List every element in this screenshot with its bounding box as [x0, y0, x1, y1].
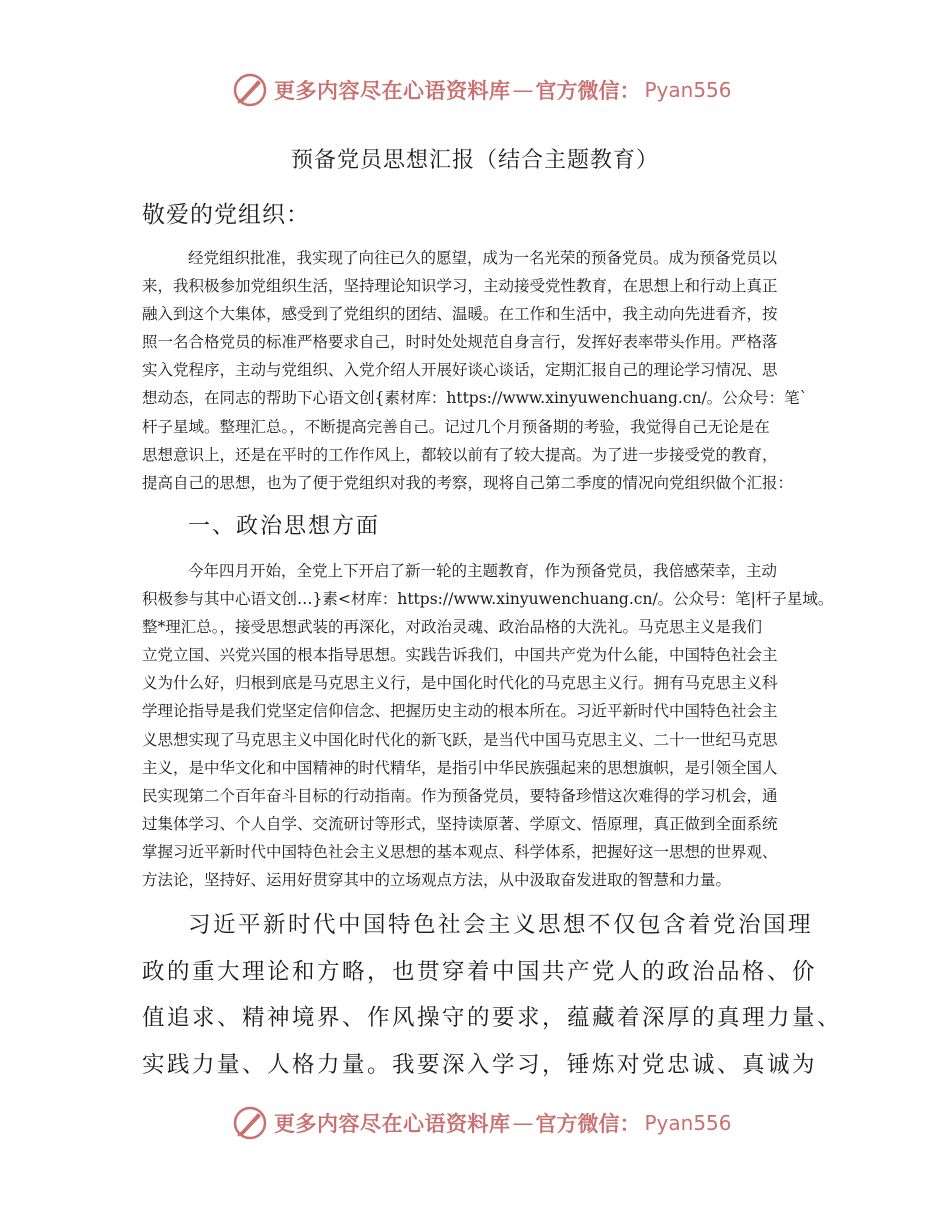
quill-logo-icon — [232, 1105, 268, 1141]
text-line: 主义，是中华文化和中国精神的时代精华，是指引中华民族强起来的思想旗帜，是引领全国人 — [142, 758, 778, 777]
text-line: 立党立国、兴党兴国的根本指导思想。实践告诉我们，中国共产党为什么能，中国特色社会主 — [142, 646, 778, 665]
text-line: 想动态，在同志的帮助下心语文创{素材库：https://www.xinyuwenchuang.cn/。公众号：笔` — [142, 389, 808, 408]
banner-text: 更多内容尽在心语资料库 — [274, 79, 511, 103]
banner-wechat-label: 官方微信： — [535, 79, 641, 103]
text-line: 融入到这个大集体，感受到了党组织的团结、温暖。在工作和生活中，我主动向先进看齐，按 — [142, 305, 778, 324]
banner-wechat-id: Pyan556 — [644, 1111, 732, 1135]
salutation: 敬爱的党组织： — [142, 202, 310, 228]
document-title: 预备党员思想汇报（结合主题教育） — [290, 148, 659, 173]
text-line: 实入党程序，主动与党组织、入党介绍人开展好谈心谈话，定期汇报自己的理论学习情况、思 — [142, 361, 778, 380]
paragraph-large — [142, 902, 843, 1088]
text-line: 提高自己的思想，也为了便于党组织对我的考察，现将自己第二季度的情况向党组织做个汇报： — [142, 473, 794, 492]
banner-text: 更多内容尽在心语资料库 — [274, 1112, 511, 1136]
section-heading: 一、政治思想方面 — [188, 514, 381, 539]
text-line: 今年四月开始，全党上下开启了新一轮的主题教育，作为预备党员，我倍感荣幸，主动 — [188, 562, 778, 580]
text-line: 整*理汇总。，接受思想武装的再深化，对政治灵魂、政治品格的大洗礼。马克思主义是我们 — [142, 618, 763, 637]
text-line: 方法论，坚持好、运用好贯穿其中的立场观点方法，从中汲取奋发进取的智慧和力量。 — [142, 871, 732, 890]
paragraph-intro — [142, 244, 822, 497]
banner-wechat-id: Pyan556 — [644, 78, 732, 102]
text-line: 积极参与其中心语文创…}素<材库：https://www.xinyuwenchuang.cn/。公众号：笔|杆子星域。 — [142, 590, 834, 609]
text-line: 经党组织批准，我实现了向往已久的愿望，成为一名光荣的预备党员。成为预备党员以 — [188, 249, 778, 267]
text-line: 民实现第二个百年奋斗目标的行动指南。作为预备党员，要特备珍惜这次难得的学习机会，通 — [142, 786, 778, 805]
text-line: 来，我积极参加党组织生活，坚持理论知识学习，主动接受党性教育，在思想上和行动上真正 — [142, 277, 778, 296]
text-line: 照一名合格党员的标准严格要求自己，时时处处规范自身言行，发挥好表率带头作用。严格落 — [142, 333, 778, 352]
footer-banner — [232, 1103, 732, 1143]
text-line: 义思想实现了马克思主义中国化时代化的新飞跃，是当代中国马克思主义、二十一世纪马克思 — [142, 730, 778, 749]
text-line: 掌握习近平新时代中国特色社会主义思想的基本观点、科学体系，把握好这一思想的世界观、 — [142, 842, 778, 861]
header-banner — [232, 70, 732, 110]
text-line: 值追求、精神境界、作风操守的要求，蕴藏着深厚的真理力量、 — [142, 1005, 843, 1031]
text-line: 思想意识上，还是在平时的工作作风上，都较以前有了较大提高。为了进一步接受党的教育， — [142, 445, 778, 464]
banner-dash: — — [512, 1111, 534, 1135]
text-line: 习近平新时代中国特色社会主义思想不仅包含着党治国理 — [188, 912, 814, 938]
banner-dash: — — [512, 78, 534, 102]
text-line: 过集体学习、个人自学、交流研讨等形式，坚持读原著、学原文、悟原理，真正做到全面系统 — [142, 814, 778, 833]
quill-logo-icon — [232, 72, 268, 108]
text-line: 义为什么好，归根到底是马克思主义行，是中国化时代化的马克思主义行。拥有马克思主义科 — [142, 674, 778, 693]
banner-wechat-label: 官方微信： — [535, 1112, 641, 1136]
text-line: 杆子星域。整理汇总。，不断提高完善自己。记过几个月预备期的考验，我觉得自己无论是在 — [142, 417, 770, 436]
paragraph-politics — [142, 557, 834, 894]
text-line: 政的重大理论和方略，也贯穿着中国共产党人的政治品格、价 — [142, 958, 818, 985]
text-line: 学理论指导是我们党坚定信仰信念、把握历史主动的根本所在。习近平新时代中国特色社会主 — [142, 702, 778, 721]
text-line: 实践力量、人格力量。我要深入学习，锤炼对党忠诚、真诚为 — [142, 1051, 818, 1078]
